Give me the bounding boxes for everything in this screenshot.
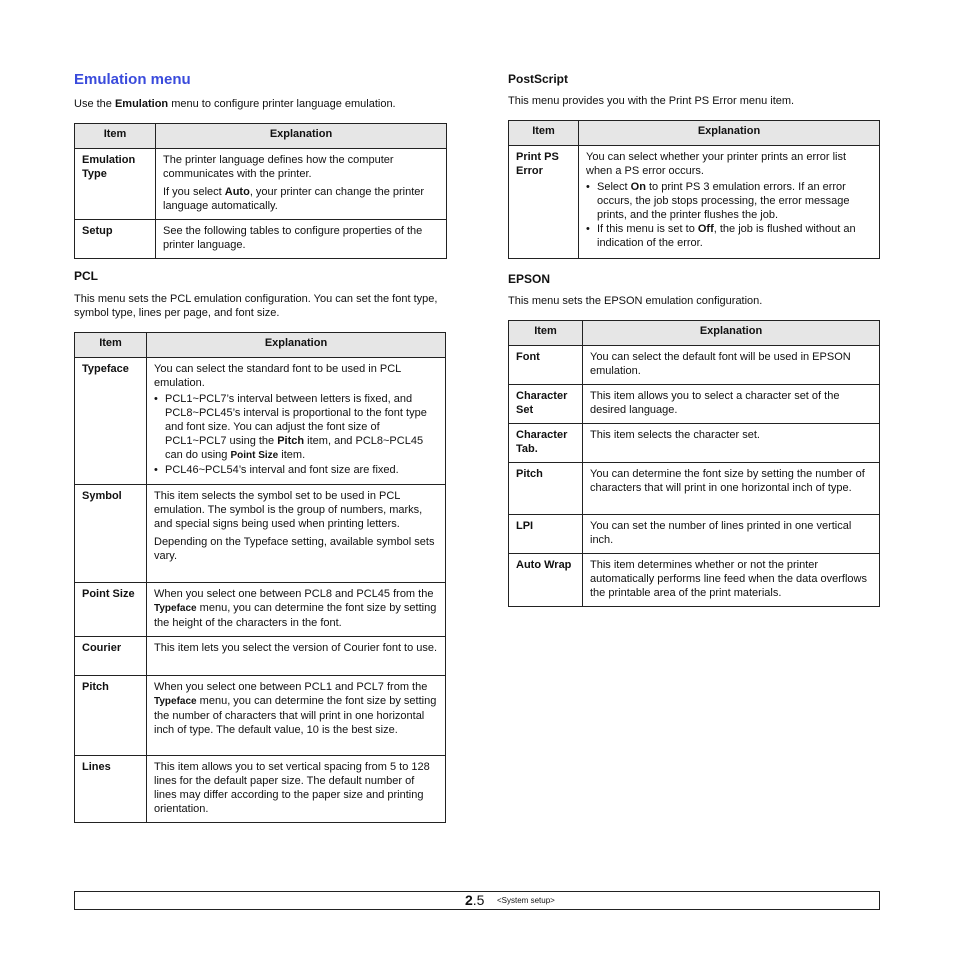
row-explanation: See the following tables to configure properties of the printer language. [156,220,447,259]
table-row [509,146,880,259]
row-explanation: This item allows you to set vertical spacing from 5 to 128 lines for the default paper size. The default number of lines may differ according to the paper size and printing orientation. [147,756,446,823]
row-explanation: When you select one between PCL8 and PCL45 from the Typeface menu, you can determine the font size by setting the height of the characters in the font. [147,583,446,637]
row-item: Character Tab. [509,424,583,463]
row-explanation: When you select one between PCL1 and PCL7 from the Typeface menu, you can determine the font size by setting the number of characters that will print in one horizontal inch of type. The default value, 10 is the best size. [147,676,446,756]
table-row [509,346,880,385]
table-row [75,637,446,676]
table-row [509,385,880,424]
row-item: LPI [509,515,583,554]
row-explanation: This item selects the symbol set to be used in PCL emulation. The symbol is the group of numbers, marks, and special signs being used when printing letters. Depending on the Typeface setting, available symbol sets vary. [147,485,446,583]
row-item: Print PS Error [509,146,579,259]
row-explanation: You can select whether your printer prints an error list when a PS error occurs. • Select On to print PS 3 emulation errors. If an error occurs, the job stops processing, the error message prints, and the printer flushes the job. • If this menu is set to Off, the job is flushed without an indication of the error. [579,146,880,259]
table-row [75,756,446,823]
row-item: Pitch [75,676,147,756]
header-item: Item [75,333,147,358]
row-explanation: This item selects the character set. [583,424,880,463]
row-explanation: You can select the standard font to be used in PCL emulation. • PCL1~PCL7’s interval between letters is fixed, and PCL8~PCL45’s interval is proportional to the font type and font size. You can adjust the font size of PCL1~PCL7 using the Pitch item, and PCL8~PCL45 can do using Point Size item. • PCL46~PCL54’s interval and font size are fixed. [147,358,446,485]
epson-table [508,320,880,607]
page-number: 2.5 [465,892,485,908]
row-explanation: The printer language defines how the computer communicates with the printer. If you select Auto, your printer can change the printer language automatically. [156,149,447,220]
table-row [75,149,447,220]
header-item: Item [509,321,583,346]
table-row [75,583,446,637]
page-title: Emulation menu [74,71,191,88]
table-row [509,424,880,463]
epson-heading: EPSON [508,272,551,286]
row-explanation: You can determine the font size by setting the number of characters that will print in one horizontal inch of type. [583,463,880,515]
row-explanation: You can set the number of lines printed in one vertical inch. [583,515,880,554]
row-item: Font [509,346,583,385]
postscript-heading: PostScript [508,72,569,86]
header-explanation: Explanation [156,124,447,149]
table-row [509,515,880,554]
pcl-intro: This menu sets the PCL emulation configuration. You can set the font type, symbol type, lines per page, and font size. [74,293,438,319]
header-item: Item [509,121,579,146]
row-item: Typeface [75,358,147,485]
row-item: Point Size [75,583,147,637]
row-explanation: This item determines whether or not the printer automatically performs line feed when the data overflows the printable area of the print materials. [583,554,880,607]
table-row [75,220,447,259]
table-row [509,554,880,607]
header-explanation: Explanation [147,333,446,358]
emulation-table [74,123,447,259]
postscript-table [508,120,880,259]
row-item: Courier [75,637,147,676]
postscript-intro: This menu provides you with the Print PS Error menu item. [508,95,795,107]
row-item: Pitch [509,463,583,515]
row-item: Auto Wrap [509,554,583,607]
row-item: Lines [75,756,147,823]
row-explanation: This item allows you to select a character set of the desired language. [583,385,880,424]
table-row [75,485,446,583]
row-item: Character Set [509,385,583,424]
header-explanation: Explanation [579,121,880,146]
table-row [75,358,446,485]
pcl-table [74,332,446,823]
row-explanation: You can select the default font will be used in EPSON emulation. [583,346,880,385]
section-label: <System setup> [497,896,555,905]
page-footer [74,891,880,910]
row-item: Symbol [75,485,147,583]
row-item: Emulation Type [75,149,156,220]
row-explanation: This item lets you select the version of Courier font to use. [147,637,446,676]
emulation-intro: Use the Emulation menu to configure printer language emulation. [74,98,396,110]
pcl-heading: PCL [74,269,98,283]
row-item: Setup [75,220,156,259]
header-explanation: Explanation [583,321,880,346]
table-row [75,676,446,756]
header-item: Item [75,124,156,149]
table-row [509,463,880,515]
epson-intro: This menu sets the EPSON emulation configuration. [508,295,763,307]
